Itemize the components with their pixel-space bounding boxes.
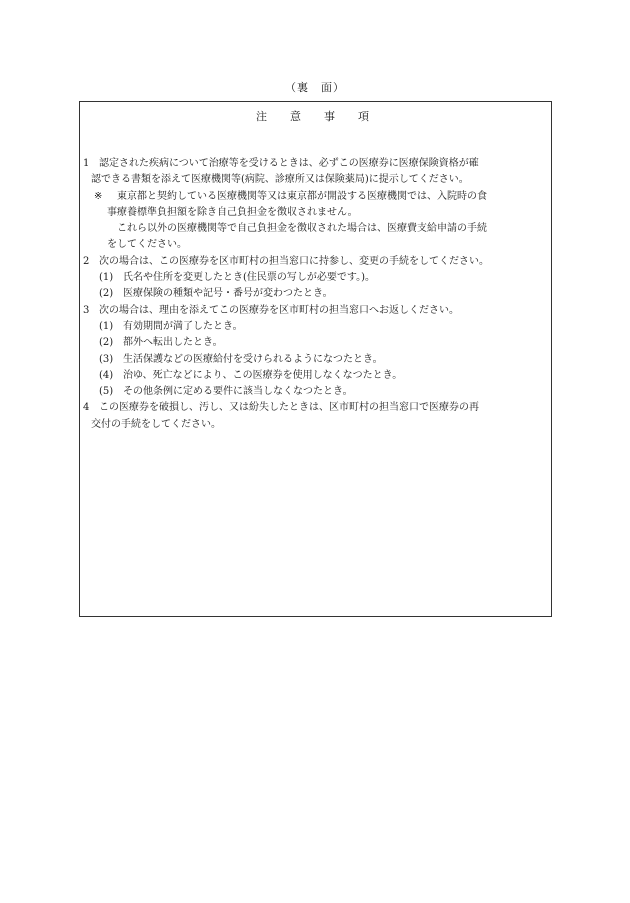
item-2-sub-1-text: 氏名や住所を変更したとき(住民票の写しが必要です。)。 bbox=[123, 272, 376, 284]
note-1-line-2 bbox=[83, 205, 547, 221]
item-3-sub-3-text: 生活保護などの医療給付を受けられるようになつたとき。 bbox=[123, 353, 383, 365]
item-3-sub-1-number: (1) bbox=[99, 320, 114, 332]
item-1-text-2: 認できる書類を添えて医療機関等(病院、診療所又は保険薬局)に提示してください。 bbox=[91, 174, 469, 186]
item-2-sub-1 bbox=[83, 270, 547, 286]
note-1-line-1 bbox=[83, 189, 547, 205]
item-3-sub-5-number: (5) bbox=[99, 386, 114, 398]
item-3-sub-1-text: 有効期間が満了したとき。 bbox=[123, 320, 243, 332]
item-1-line-1 bbox=[83, 156, 547, 172]
item-2-number: 2 bbox=[83, 255, 90, 267]
item-2-text-1: 次の場合は、この医療券を区市町村の担当窓口に持参し、変更の手続をしてください。 bbox=[99, 255, 489, 267]
item-3-line-1 bbox=[83, 303, 547, 319]
item-3-sub-3 bbox=[83, 352, 547, 368]
note-2-text-2: をしてください。 bbox=[107, 239, 187, 251]
item-3-sub-2-number: (2) bbox=[99, 337, 114, 349]
note-mark: ※ bbox=[94, 190, 103, 202]
item-4-line-1 bbox=[83, 400, 547, 416]
item-1-number: 1 bbox=[83, 158, 90, 169]
item-3-sub-4 bbox=[83, 368, 547, 384]
item-3-sub-5 bbox=[83, 384, 547, 400]
note-1-text-2: 事療養標準負担額を除き自己負担金を徴収されません。 bbox=[107, 206, 358, 218]
item-4-line-2 bbox=[83, 417, 547, 433]
notice-box bbox=[79, 101, 552, 617]
note-1-text-1: 東京都と契約している医療機関等又は東京都が開設する医療機関では、入院時の食 bbox=[117, 190, 487, 202]
item-4-number: 4 bbox=[83, 402, 90, 414]
notice-content bbox=[83, 156, 547, 433]
item-3-text-1: 次の場合は、理由を添えてこの医療券を区市町村の担当窓口へお返しください。 bbox=[99, 304, 459, 316]
item-2-line-1 bbox=[83, 254, 547, 270]
item-4-text-1: この医療券を破損し、汚し、又は紛失したときは、区市町村の担当窓口で医療券の再 bbox=[99, 402, 479, 414]
item-3-sub-5-text: その他条例に定める要件に該当しなくなつたとき。 bbox=[123, 386, 353, 398]
item-2-sub-2-number: (2) bbox=[99, 288, 114, 300]
item-2-sub-2-text: 医療保険の種類や記号・番号が変わつたとき。 bbox=[123, 288, 333, 300]
item-2-sub-2 bbox=[83, 286, 547, 302]
note-2-line-2 bbox=[83, 237, 547, 253]
item-3-sub-4-number: (4) bbox=[99, 369, 114, 381]
item-3-sub-2-text: 都外へ転出したとき。 bbox=[123, 337, 223, 349]
item-1-text-1: 認定された疾病について治療等を受けるときは、必ずこの医療券に医療保険資格が確 bbox=[99, 158, 479, 169]
note-2-text-1: これら以外の医療機関等で自己負担金を徴収された場合は、医療費支給申請の手続 bbox=[117, 223, 487, 235]
item-3-sub-2 bbox=[83, 335, 547, 351]
box-title: 注 意 事 項 bbox=[256, 110, 375, 123]
item-4-text-2: 交付の手続をしてください。 bbox=[91, 418, 221, 430]
item-3-number: 3 bbox=[83, 304, 90, 316]
item-3-sub-4-text: 治ゆ、死亡などにより、この医療券を使用しなくなつたとき。 bbox=[123, 369, 403, 381]
item-3-sub-3-number: (3) bbox=[99, 353, 114, 365]
note-2-line-1 bbox=[83, 221, 547, 237]
item-3-sub-1 bbox=[83, 319, 547, 335]
page-heading: （裏 面） bbox=[285, 81, 345, 94]
item-2-sub-1-number: (1) bbox=[99, 272, 114, 284]
item-1-line-2 bbox=[83, 172, 547, 188]
